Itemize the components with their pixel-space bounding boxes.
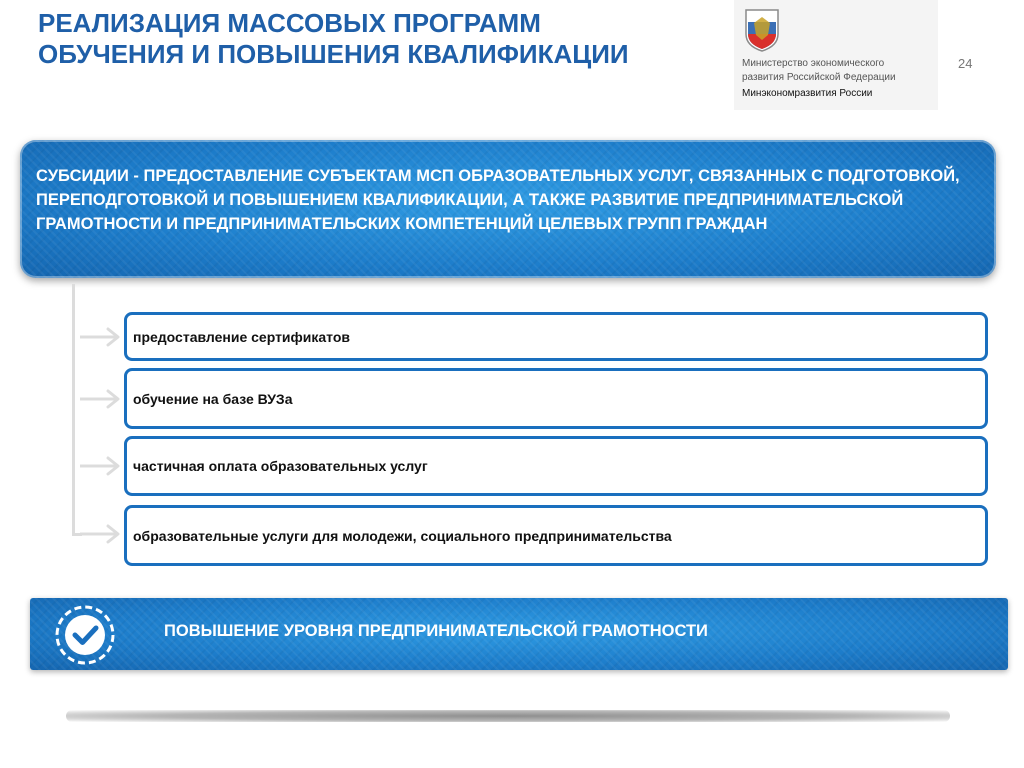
list-item-university-training: обучение на базе ВУЗа (124, 368, 988, 429)
page-title: РЕАЛИЗАЦИЯ МАССОВЫХ ПРОГРАММ ОБУЧЕНИЯ И ПОВЫШЕНИЯ КВАЛИФИКАЦИИ (38, 8, 629, 69)
arrow-right-icon (80, 456, 122, 476)
ministry-emblem-icon (744, 8, 780, 52)
arrow-right-icon (80, 327, 122, 347)
ministry-short-name: Минэкономразвития России (742, 88, 873, 99)
ministry-name-line1: Министерство экономического (742, 58, 885, 69)
list-item-youth-services: образовательные услуги для молодежи, социального предпринимательства (124, 505, 988, 566)
ministry-name-line2: развития Российской Федерации (742, 72, 896, 83)
arrow-right-icon (80, 524, 122, 544)
ministry-logo (734, 0, 938, 110)
check-circle-icon (54, 604, 116, 666)
list-item-certificates: предоставление сертификатов (124, 312, 988, 361)
literacy-text: ПОВЫШЕНИЕ УРОВНЯ ПРЕДПРИНИМАТЕЛЬСКОЙ ГРАМОТНОСТИ (164, 622, 708, 640)
subsidies-text: СУБСИДИИ - ПРЕДОСТАВЛЕНИЕ СУБЪЕКТАМ МСП ОБРАЗОВАТЕЛЬНЫХ УСЛУГ, СВЯЗАННЫХ С ПОДГОТОВКОЙ, ПЕРЕПОДГОТОВКОЙ И ПОВЫШЕНИЕМ КВАЛИФИКАЦИИ, А ТАКЖЕ РАЗВИТИЕ ПРЕДПРИНИМАТЕЛЬСКОЙ ГРАМОТНОСТИ И ПРЕДПРИНИМАТЕЛЬСКИХ КОМПЕТЕНЦИЙ ЦЕЛЕВЫХ ГРУПП ГРАЖДАН (36, 167, 960, 233)
arrow-right-icon (80, 389, 122, 409)
list-item-partial-payment: частичная оплата образовательных услуг (124, 436, 988, 496)
decorative-shadow (66, 710, 950, 722)
subsidies-box (20, 140, 996, 278)
page-number: 24 (958, 56, 973, 71)
literacy-banner (30, 598, 1008, 670)
tree-connector (72, 284, 75, 536)
